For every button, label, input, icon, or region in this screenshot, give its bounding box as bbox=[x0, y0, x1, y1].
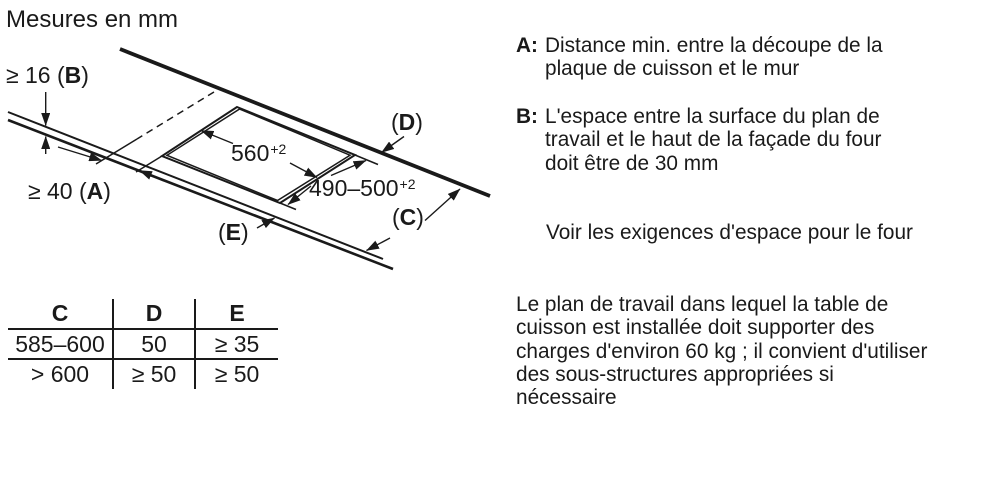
note-b-label: B: bbox=[516, 105, 538, 128]
load-note bbox=[516, 293, 927, 409]
table-header-e: E bbox=[195, 299, 278, 329]
table-cell: 50 bbox=[113, 329, 195, 359]
dim-width-label: $560^{+2}$ bbox=[231, 140, 287, 166]
label-d: (D) bbox=[391, 109, 423, 135]
table-cell: ≥ 50 bbox=[113, 359, 195, 389]
dim-depth-label: $490-500^{+2}$ bbox=[309, 175, 416, 201]
dim-b-label: ≥ 16 (B) bbox=[6, 62, 89, 88]
note-a-label: A: bbox=[516, 34, 538, 57]
table-header-c: C bbox=[8, 299, 113, 329]
label-c: (C) bbox=[392, 204, 424, 230]
note-b-text: L'espace entre la surface du plan de travail et le haut de la façade du four doit être de 30 mm bbox=[545, 105, 882, 175]
table-cell: 585–600 bbox=[8, 329, 113, 359]
load-note-text: Le plan de travail dans lequel la table de cuisson est installée doit supporter des charges d'environ 60 kg ; il convient d'utiliser des sous-structures appropriées si nécessaire bbox=[516, 293, 928, 410]
label-e: (E) bbox=[218, 219, 249, 245]
dim-depth-tolerance: +2 bbox=[399, 176, 416, 192]
table-row bbox=[8, 359, 278, 389]
see-also-note bbox=[546, 221, 913, 244]
table-header-d: D bbox=[113, 299, 195, 329]
see-also-text: Voir les exigences d'espace pour le four bbox=[546, 221, 913, 244]
table-cell: ≥ 35 bbox=[195, 329, 278, 359]
note-a-text: Distance min. entre la découpe de la plaque de cuisson et le mur bbox=[545, 34, 883, 81]
dim-a-label: ≥ 40 (A) bbox=[28, 178, 111, 204]
table-cell: ≥ 50 bbox=[195, 359, 278, 389]
label-d-arrow bbox=[382, 137, 405, 153]
note-b bbox=[516, 105, 881, 175]
dimensions-table bbox=[8, 299, 278, 389]
dim-c-arrow-bottom bbox=[367, 238, 391, 251]
dim-width-arrow-left bbox=[201, 131, 233, 144]
note-a bbox=[516, 34, 883, 81]
wall-line bbox=[120, 49, 490, 196]
dim-width-tolerance: +2 bbox=[270, 141, 287, 157]
table-cell: > 600 bbox=[30, 361, 90, 387]
dim-c-arrow-top bbox=[425, 189, 460, 221]
table-row bbox=[8, 329, 278, 359]
page-title: Mesures en mm bbox=[6, 6, 179, 33]
table-header-row bbox=[8, 299, 278, 329]
